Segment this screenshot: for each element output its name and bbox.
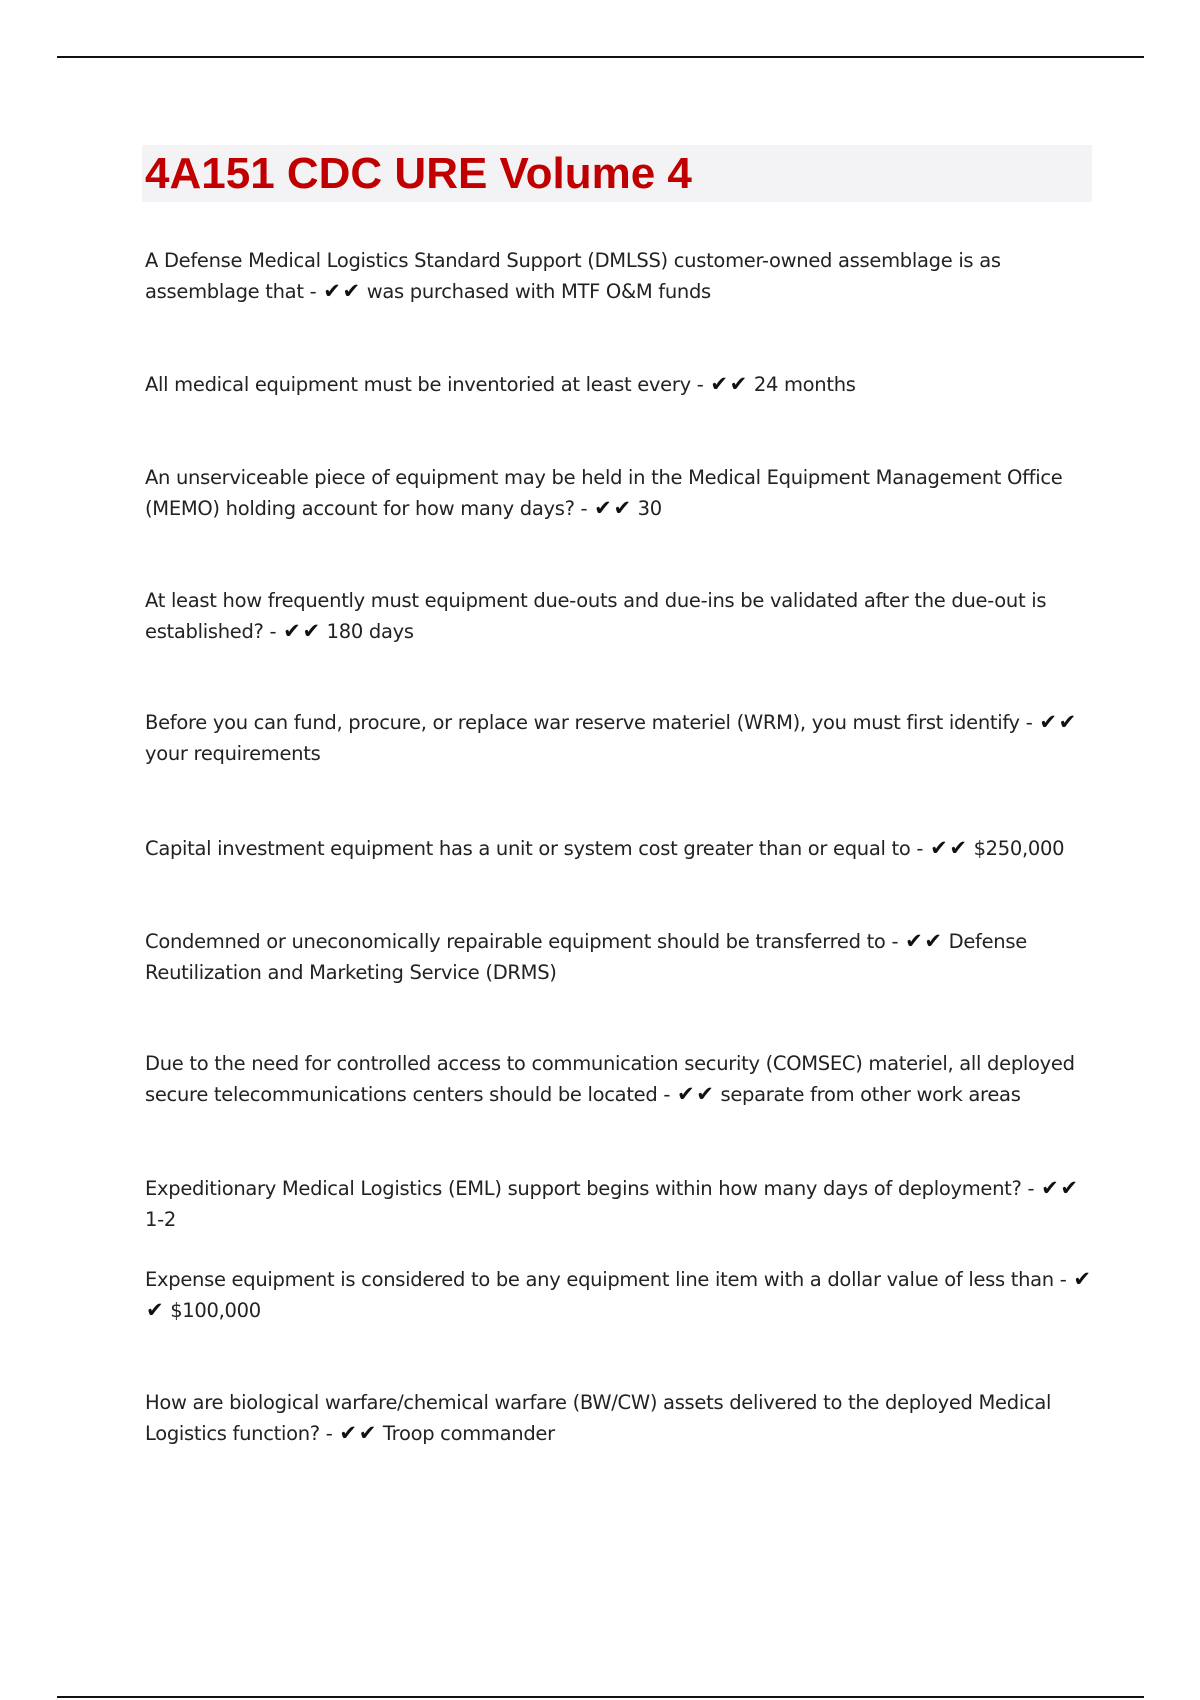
answer-text: your requirements (145, 742, 321, 765)
checkmark-icon: ✔ (1060, 1176, 1078, 1200)
qa-item (145, 585, 1095, 647)
document-title: 4A151 CDC URE Volume 4 (145, 149, 692, 198)
answer-text: separate from other work areas (720, 1083, 1021, 1106)
answer-text: $250,000 (973, 837, 1065, 860)
answer-text: Defense Reutilization and Marketing Service (DRMS) (145, 930, 1027, 984)
answer-text: 180 days (326, 620, 414, 643)
checkmark-icon: ✔ (146, 1298, 164, 1322)
checkmark-icon: ✔ (339, 1421, 357, 1445)
top-rule (57, 56, 1144, 58)
answer-text: Troop commander (382, 1422, 555, 1445)
question-text: Condemned or uneconomically repairable equipment should be transferred to - (145, 930, 899, 953)
question-text: Expeditionary Medical Logistics (EML) support begins within how many days of deployment? - (145, 1177, 1035, 1200)
checkmark-icon: ✔ (729, 372, 747, 396)
checkmark-icon: ✔ (283, 619, 301, 643)
checkmark-icon: ✔ (594, 496, 612, 520)
qa-item (145, 1048, 1095, 1110)
checkmark-icon: ✔ (1039, 710, 1057, 734)
checkmark-icon: ✔ (342, 279, 360, 303)
qa-item (145, 462, 1095, 524)
question-text: All medical equipment must be inventoried at least every - (145, 373, 704, 396)
checkmark-icon: ✔ (696, 1082, 714, 1106)
checkmark-icon: ✔ (1073, 1267, 1091, 1291)
question-text: Capital investment equipment has a unit or system cost greater than or equal to - (145, 837, 924, 860)
qa-item (145, 369, 1095, 400)
checkmark-icon: ✔ (1041, 1176, 1059, 1200)
checkmark-icon: ✔ (1058, 710, 1076, 734)
question-text: An unserviceable piece of equipment may be held in the Medical Equipment Management Office (MEMO) holding account for how many days? - (145, 466, 1063, 520)
qa-item (145, 707, 1095, 769)
checkmark-icon: ✔ (323, 279, 341, 303)
answer-text: was purchased with MTF O&M funds (366, 280, 711, 303)
bottom-rule (57, 1696, 1144, 1698)
checkmark-icon: ✔ (302, 619, 320, 643)
question-text: How are biological warfare/chemical warfare (BW/CW) assets delivered to the deployed Medical Logistics function? - (145, 1391, 1052, 1445)
qa-item (145, 833, 1095, 864)
checkmark-icon: ✔ (949, 836, 967, 860)
question-text: Due to the need for controlled access to communication security (COMSEC) materiel, all deployed secure telecommunications centers should be located - (145, 1052, 1075, 1106)
checkmark-icon: ✔ (613, 496, 631, 520)
checkmark-icon: ✔ (924, 929, 942, 953)
checkmark-icon: ✔ (358, 1421, 376, 1445)
question-text: A Defense Medical Logistics Standard Support (DMLSS) customer-owned assemblage is as assemblage that - (145, 249, 1001, 303)
answer-text: $100,000 (170, 1299, 261, 1322)
answer-text: 24 months (753, 373, 856, 396)
question-text: Before you can fund, procure, or replace war reserve materiel (WRM), you must first identify - (145, 711, 1033, 734)
question-text: Expense equipment is considered to be any equipment line item with a dollar value of less than - (145, 1268, 1067, 1291)
qa-item (145, 1173, 1095, 1235)
checkmark-icon: ✔ (710, 372, 728, 396)
checkmark-icon: ✔ (677, 1082, 695, 1106)
checkmark-icon: ✔ (905, 929, 923, 953)
question-text: At least how frequently must equipment due-outs and due-ins be validated after the due-out is established? - (145, 589, 1047, 643)
qa-item (145, 1264, 1095, 1326)
qa-item (145, 245, 1095, 307)
answer-text: 30 (637, 497, 662, 520)
qa-item (145, 1387, 1095, 1449)
qa-item (145, 926, 1095, 988)
answer-text: 1-2 (145, 1208, 176, 1231)
checkmark-icon: ✔ (930, 836, 948, 860)
